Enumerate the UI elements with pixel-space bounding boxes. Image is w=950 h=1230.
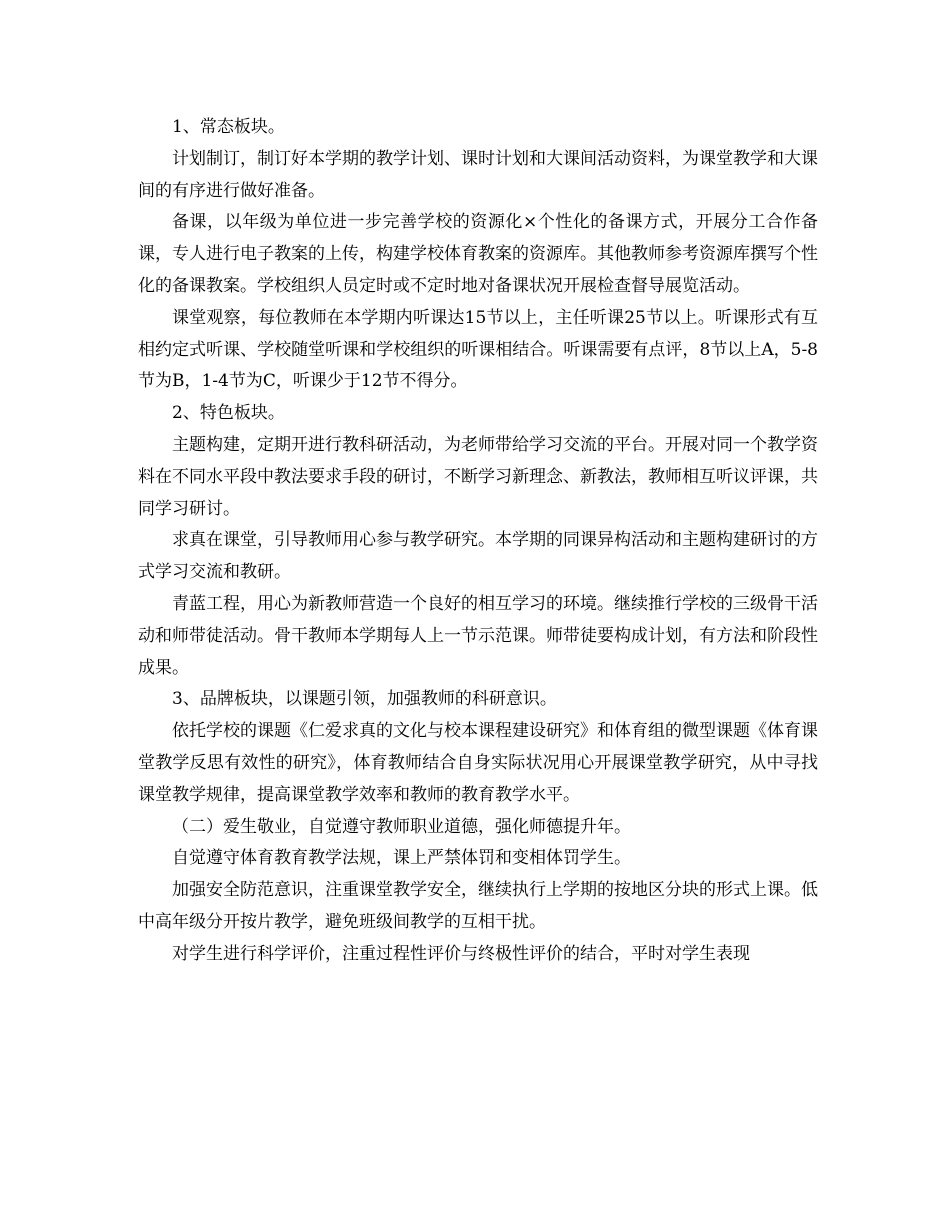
paragraph-safety: 加强安全防范意识，注重课堂教学安全，继续执行上学期的按地区分块的形式上课。低中高年级分开按片教学，避免班级间教学的互相干扰。 (138, 880, 818, 932)
paragraph-lesson-prep: 备课，以年级为单位进一步完善学校的资源化×个性化的备课方式，开展分工合作备课，专人进行电子教案的上传，构建学校体育教案的资源库。其他教师参考资源库撰写个性化的备课教案。学校组织人员定时或不定时地对备课状况开展检查督导展览活动。 (138, 212, 818, 296)
paragraph-class-observation: 课堂观察，每位教师在本学期内听课达15节以上，主任听课25节以上。听课形式有互相约定式听课、学校随堂听课和学校组织的听课相结合。听课需要有点评，8节以上A，5-8节为B，1-4节为C，听课少于12节不得分。 (138, 307, 818, 392)
paragraph-truth-in-class: 求真在课堂，引导教师用心参与教学研究。本学期的同课异构活动和主题构建研讨的方式学习交流和教研。 (138, 530, 818, 583)
section-heading-routine: 1、常态板块。 (172, 117, 285, 137)
paragraph-regulations: 自觉遵守体育教育教学法规，课上严禁体罚和变相体罚学生。 (172, 848, 631, 869)
paragraph-plan: 计划制订，制订好本学期的教学计划、课时计划和大课间活动资料，为课堂教学和大课间的有序进行做好准备。 (138, 148, 818, 201)
paragraph-theme-building: 主题构建，定期开进行教科研活动，为老师带给学习交流的平台。开展对同一个教学资料在不同水平段中教法要求手段的研讨，不断学习新理念、新教法，教师相互听议评课，共同学习研讨。 (138, 434, 818, 519)
document-page (138, 112, 818, 971)
section-heading-feature: 2、特色板块。 (172, 403, 285, 424)
section-heading-ethics: （二）爱生敬业，自觉遵守教师职业道德，强化师德提升年。 (172, 816, 631, 837)
paragraph-mentoring: 青蓝工程，用心为新教师营造一个良好的相互学习的环境。继续推行学校的三级骨干活动和师带徒活动。骨干教师本学期每人上一节示范课。师带徒要构成计划，有方法和阶段性成果。 (138, 593, 818, 678)
paragraph-evaluation: 对学生进行科学评价，注重过程性评价与终极性评价的结合，平时对学生表现 (172, 943, 750, 964)
paragraph-research-topic: 依托学校的课题《仁爱求真的文化与校本课程建设研究》和体育组的微型课题《体育课堂教学反思有效性的研究》，体育教师结合自身实际状况用心开展课堂教学研究，从中寻找课堂教学规律，提高课堂教学效率和教师的教育教学水平。 (138, 721, 818, 805)
section-heading-brand: 3、品牌板块，以课题引领，加强教师的科研意识。 (172, 689, 557, 710)
